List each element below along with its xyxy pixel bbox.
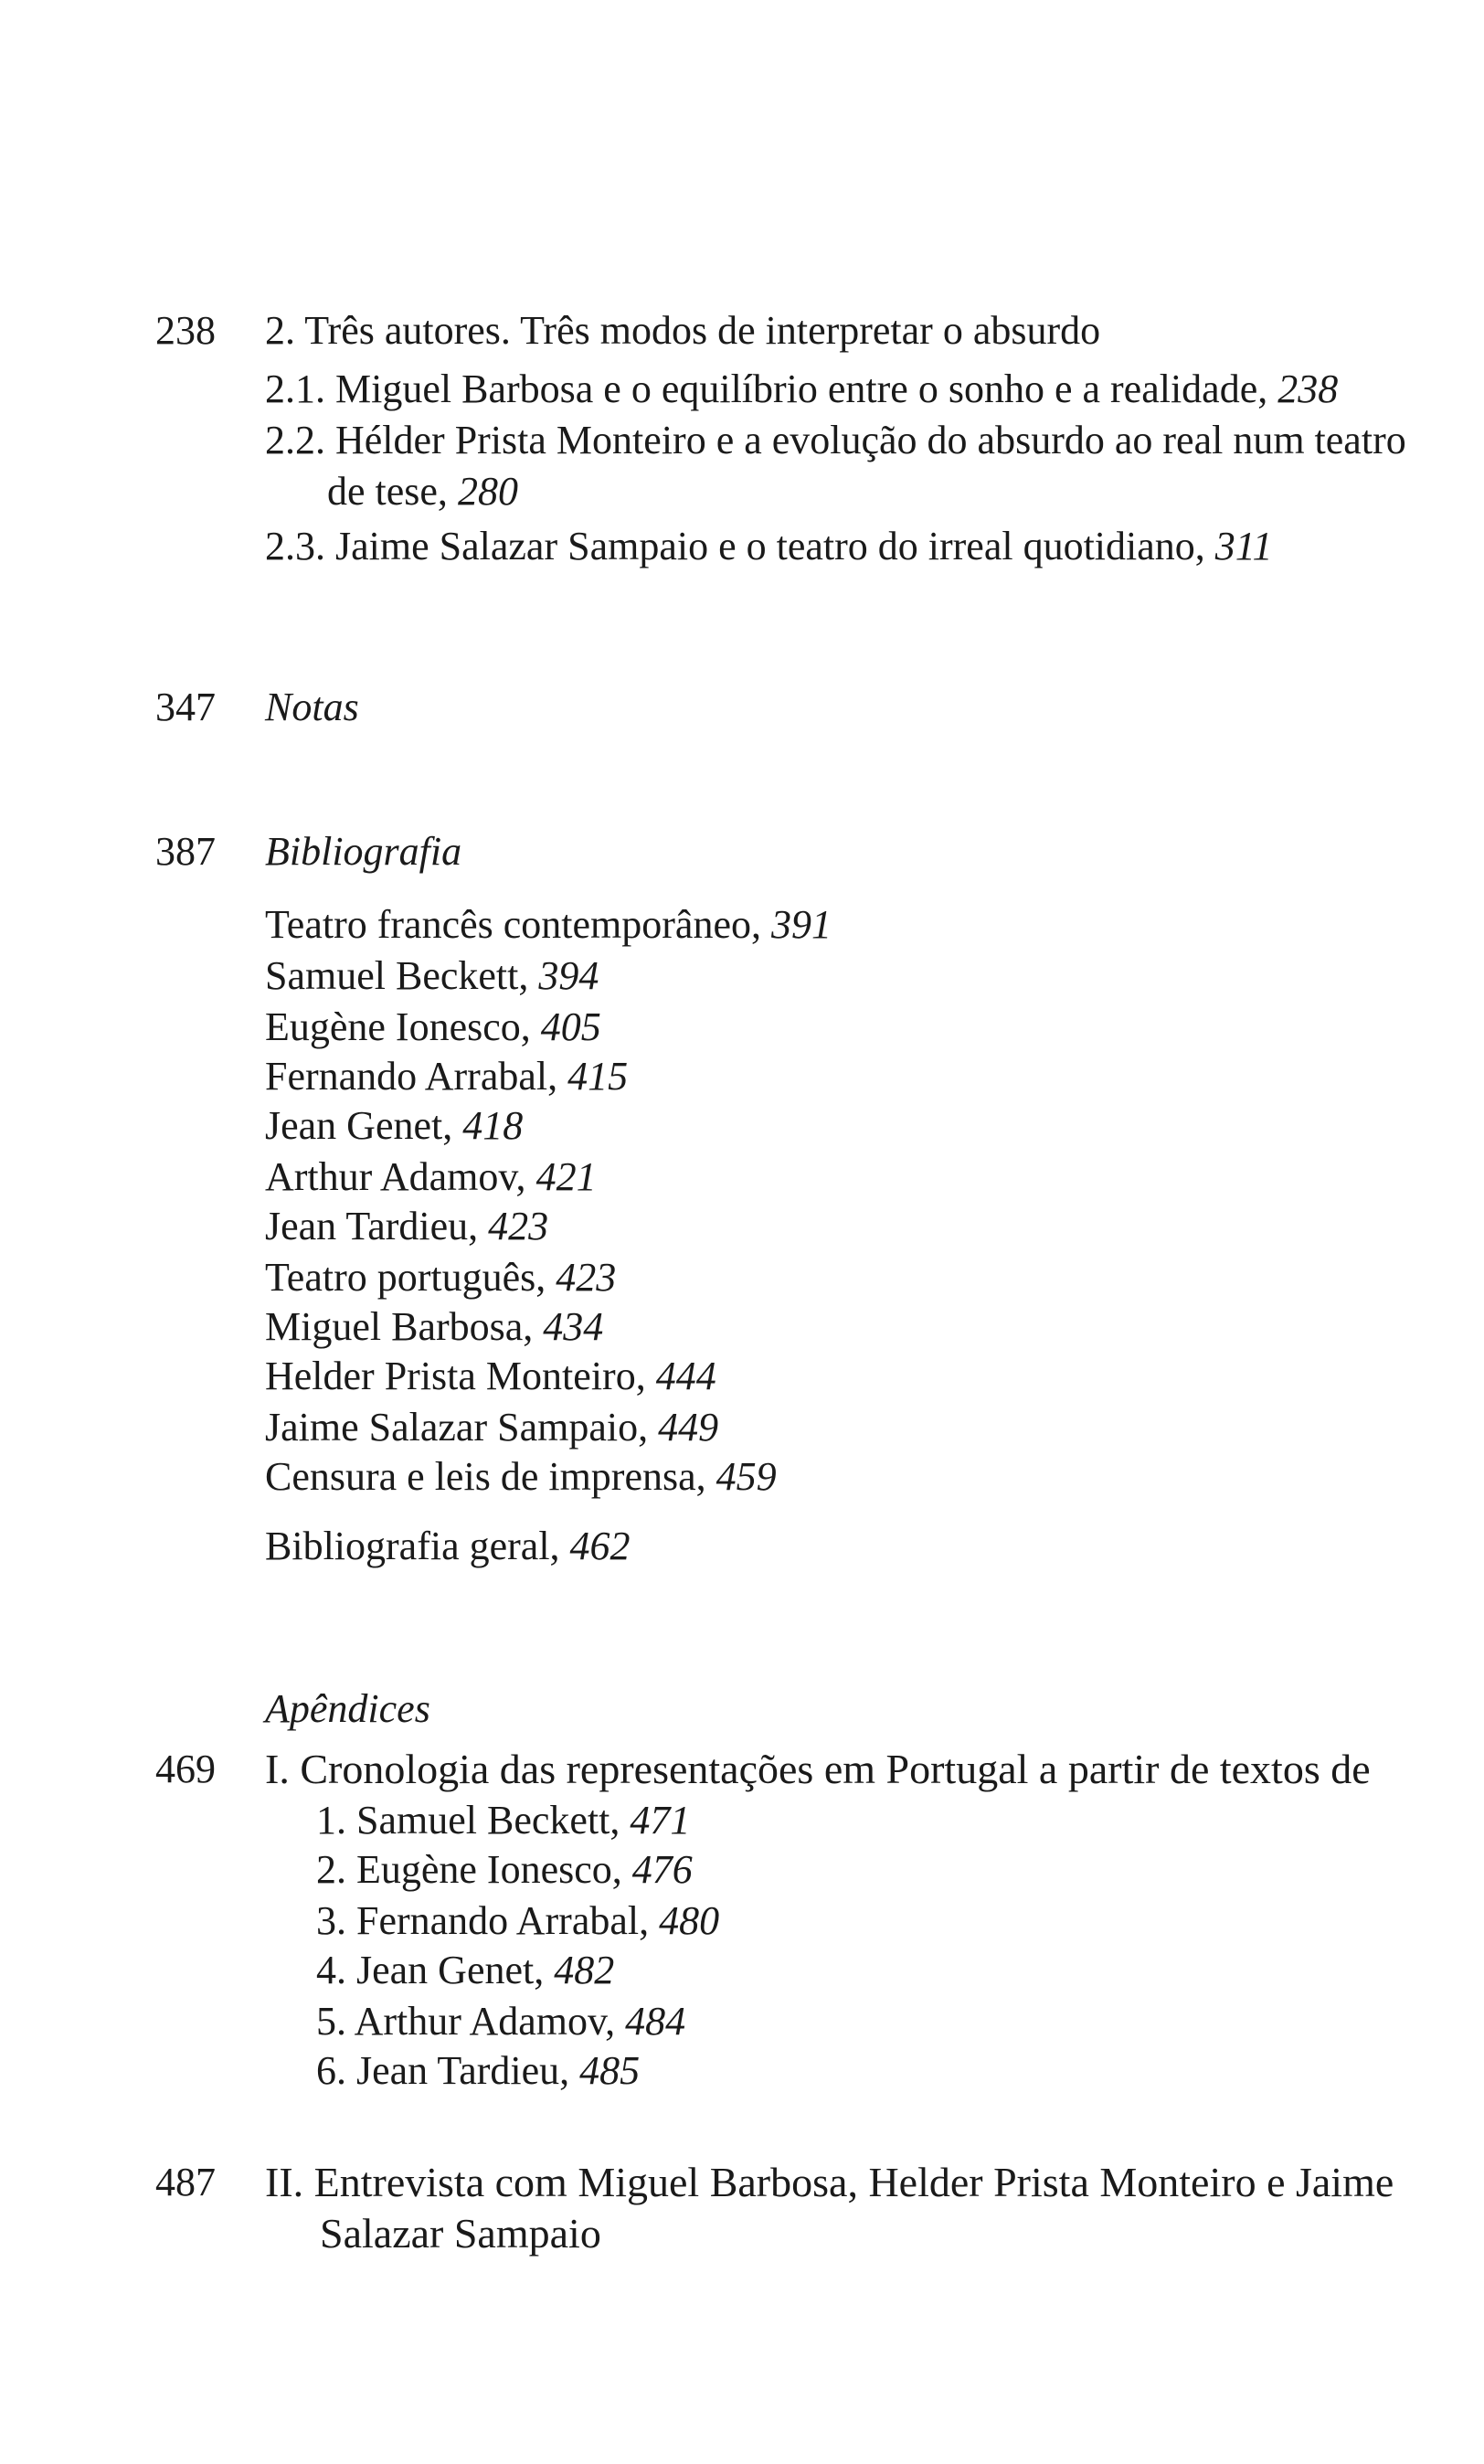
toc-entry-bibliografia-geral: Bibliografia geral, 462	[265, 1524, 631, 1568]
toc-entry: Eugène Ionesco, 405	[265, 1004, 601, 1049]
toc-entry: 2.1. Miguel Barbosa e o equilíbrio entre o sonho e a realidade, 238	[265, 366, 1339, 411]
toc-entry: Teatro francês contemporâneo, 391	[265, 902, 832, 947]
toc-entry: Helder Prista Monteiro, 444	[265, 1354, 716, 1398]
toc-entry: 2. Eugène Ionesco, 476	[316, 1847, 693, 1892]
toc-entry: 2.2. Hélder Prista Monteiro e a evolução do absurdo ao real num teatro	[265, 418, 1406, 462]
toc-entry: Samuel Beckett, 394	[265, 953, 599, 998]
toc-entry: Censura e leis de imprensa, 459	[265, 1454, 777, 1499]
page-number-347: 347	[155, 685, 216, 729]
appendix-title: II. Entrevista com Miguel Barbosa, Helder Prista Monteiro e Jaime	[265, 2159, 1394, 2205]
page-number-469: 469	[155, 1747, 216, 1791]
page-number-487: 487	[155, 2160, 216, 2204]
section-title-apendices: Apêndices	[265, 1686, 430, 1731]
appendix-title-continuation: Salazar Sampaio	[320, 2210, 601, 2257]
toc-entry: Arthur Adamov, 421	[265, 1154, 597, 1199]
toc-entry: Jaime Salazar Sampaio, 449	[265, 1405, 719, 1450]
toc-entry: 5. Arthur Adamov, 484	[316, 1999, 686, 2044]
appendix-title: I. Cronologia das representações em Portugal a partir de textos de	[265, 1746, 1371, 1792]
toc-entry: Jean Genet, 418	[265, 1103, 524, 1148]
toc-entry: Fernando Arrabal, 415	[265, 1054, 629, 1099]
page-number-238: 238	[155, 308, 216, 353]
section-title-notas: Notas	[265, 685, 359, 729]
section-title-bibliografia: Bibliografia	[265, 829, 462, 874]
toc-entry: Miguel Barbosa, 434	[265, 1304, 604, 1349]
toc-entry: 3. Fernando Arrabal, 480	[316, 1898, 720, 1943]
toc-entry: 2.3. Jaime Salazar Sampaio e o teatro do irreal quotidiano, 311	[265, 524, 1273, 568]
toc-entry: Jean Tardieu, 423	[265, 1204, 549, 1248]
toc-entry: 6. Jean Tardieu, 485	[316, 2048, 641, 2093]
toc-entry: Teatro português, 423	[265, 1255, 617, 1300]
toc-entry-continuation: de tese, 280	[327, 469, 518, 514]
section-title: 2. Três autores. Três modos de interpretar o absurdo	[265, 308, 1101, 353]
toc-entry: 1. Samuel Beckett, 471	[316, 1798, 691, 1843]
toc-entry: 4. Jean Genet, 482	[316, 1948, 615, 1992]
page-number-387: 387	[155, 829, 216, 874]
